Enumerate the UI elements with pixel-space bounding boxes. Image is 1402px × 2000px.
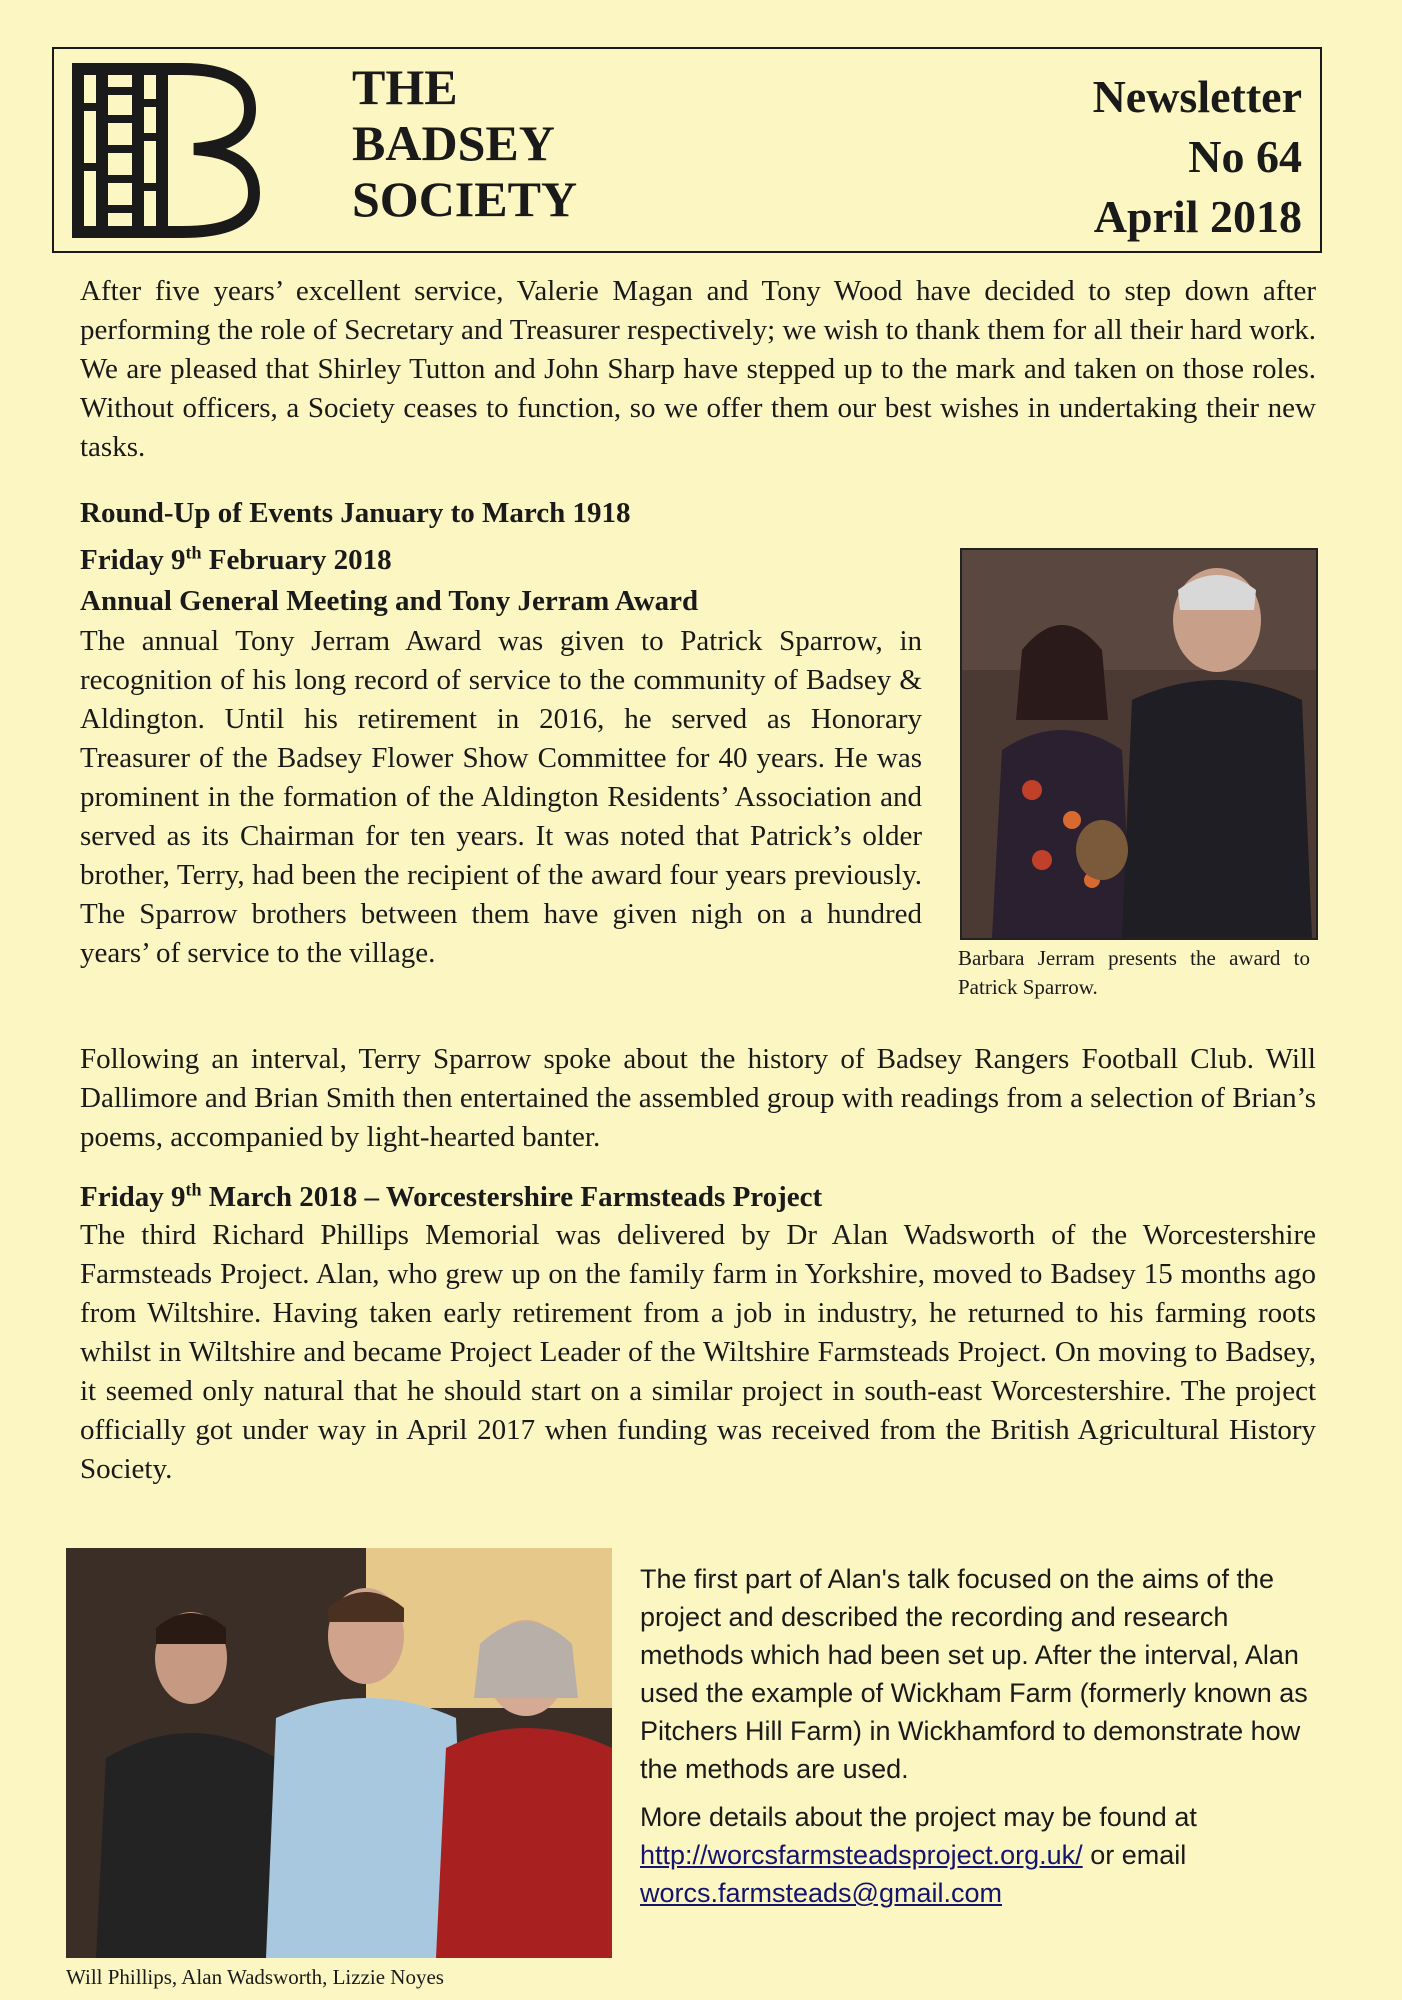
talk-summary-paragraph: The first part of Alan's talk focused on the aims of the project and described the recording and research methods which had been set up. After the interval, Alan used the example of Wickham Farm (formerly known as Pitchers Hill Farm) in Wickhamford to demonstrate how the methods are used. <box>640 1564 1308 1784</box>
issue-label: Newsletter <box>1092 71 1302 122</box>
event1-subheading: Annual General Meeting and Tony Jerram Award <box>80 585 699 617</box>
event1-date-prefix: Friday 9 <box>80 544 186 576</box>
award-photo <box>960 548 1318 940</box>
issue-date: April 2018 <box>1093 191 1302 242</box>
issue-info <box>1093 67 1302 247</box>
event2-date-prefix: Friday 9 <box>80 1181 186 1213</box>
talk-photo-caption: Will Phillips, Alan Wadsworth, Lizzie Noyes <box>66 1965 444 1989</box>
event2-paragraph: The third Richard Phillips Memorial was delivered by Dr Alan Wadsworth of the Worcestershire Farmsteads Project. Alan, who grew up on the family farm in Yorkshire, moved to Badsey 15 months ago from Wiltshire. Having taken early retirement from a job in industry, he returned to his farming roots whilst in Wiltshire and became Project Leader of the Wiltshire Farmsteads Project. On moving to Badsey, it seemed only natural that he should start on a similar project in south-east Worcestershire. The project officially got under way in April 2017 when funding was received from the British Agricultural History Society. <box>80 1219 1316 1485</box>
event1-paragraph: The annual Tony Jerram Award was given to Patrick Sparrow, in recognition of his long record of service to the community of Badsey & Aldington. Until his retirement in 2016, he served as Honorary Treasurer of the Badsey Flower Show Committee for 40 years. He was prominent in the formation of the Aldington Residents’ Association and served as its Chairman for ten years. It was noted that Patrick’s older brother, Terry, had been the recipient of the award four years previously. The Sparrow brothers between them have given nigh on a hundred years’ of service to the village. <box>80 625 922 969</box>
event2-heading <box>80 1178 822 1217</box>
talk-photo <box>66 1548 612 1958</box>
event2-date-suffix: March 2018 – Worcestershire Farmsteads Project <box>201 1181 823 1213</box>
title-line: SOCIETY <box>352 171 578 227</box>
award-photo-caption: Barbara Jerram presents the award to Patrick Sparrow. <box>958 946 1310 999</box>
intro-paragraph: After five years’ excellent service, Valerie Magan and Tony Wood have decided to step down after performing the role of Secretary and Treasurer respectively; we wish to thank them for all their hard work. We are pleased that Shirley Tutton and John Sharp have stepped up to the mark and taken on those roles. Without officers, a Society ceases to function, so we offer them our best wishes in undertaking their new tasks. <box>80 275 1316 463</box>
event1-followup-paragraph: Following an interval, Terry Sparrow spoke about the history of Badsey Rangers Football Club. Will Dallimore and Brian Smith then entertained the assembled group with readings from a selection of Brian’s poems, accompanied by light-hearted banter. <box>80 1043 1316 1153</box>
event2-date-sup: th <box>185 1179 202 1200</box>
society-title <box>352 59 577 227</box>
roundup-heading: Round-Up of Events January to March 1918 <box>80 497 631 529</box>
talk-summary <box>640 1560 1312 1922</box>
event1-date-sup: th <box>185 542 202 563</box>
title-line: BADSEY <box>352 115 555 171</box>
issue-number: No 64 <box>1188 131 1302 182</box>
event1-date <box>80 541 392 580</box>
project-details-prefix: More details about the project may be found at <box>640 1802 1197 1832</box>
masthead <box>52 47 1322 253</box>
project-email-link[interactable]: worcs.farmsteads@gmail.com <box>640 1878 1002 1908</box>
project-details-paragraph <box>640 1798 1312 1912</box>
talk-photo-image <box>66 1548 612 1958</box>
title-line: THE <box>352 59 458 115</box>
event1-date-suffix: February 2018 <box>201 544 392 576</box>
project-website-link[interactable]: http://worcsfarmsteadsproject.org.uk/ <box>640 1840 1083 1870</box>
badsey-society-logo-icon <box>72 63 262 238</box>
project-details-mid: or email <box>1082 1840 1187 1870</box>
award-photo-image <box>962 550 1316 938</box>
